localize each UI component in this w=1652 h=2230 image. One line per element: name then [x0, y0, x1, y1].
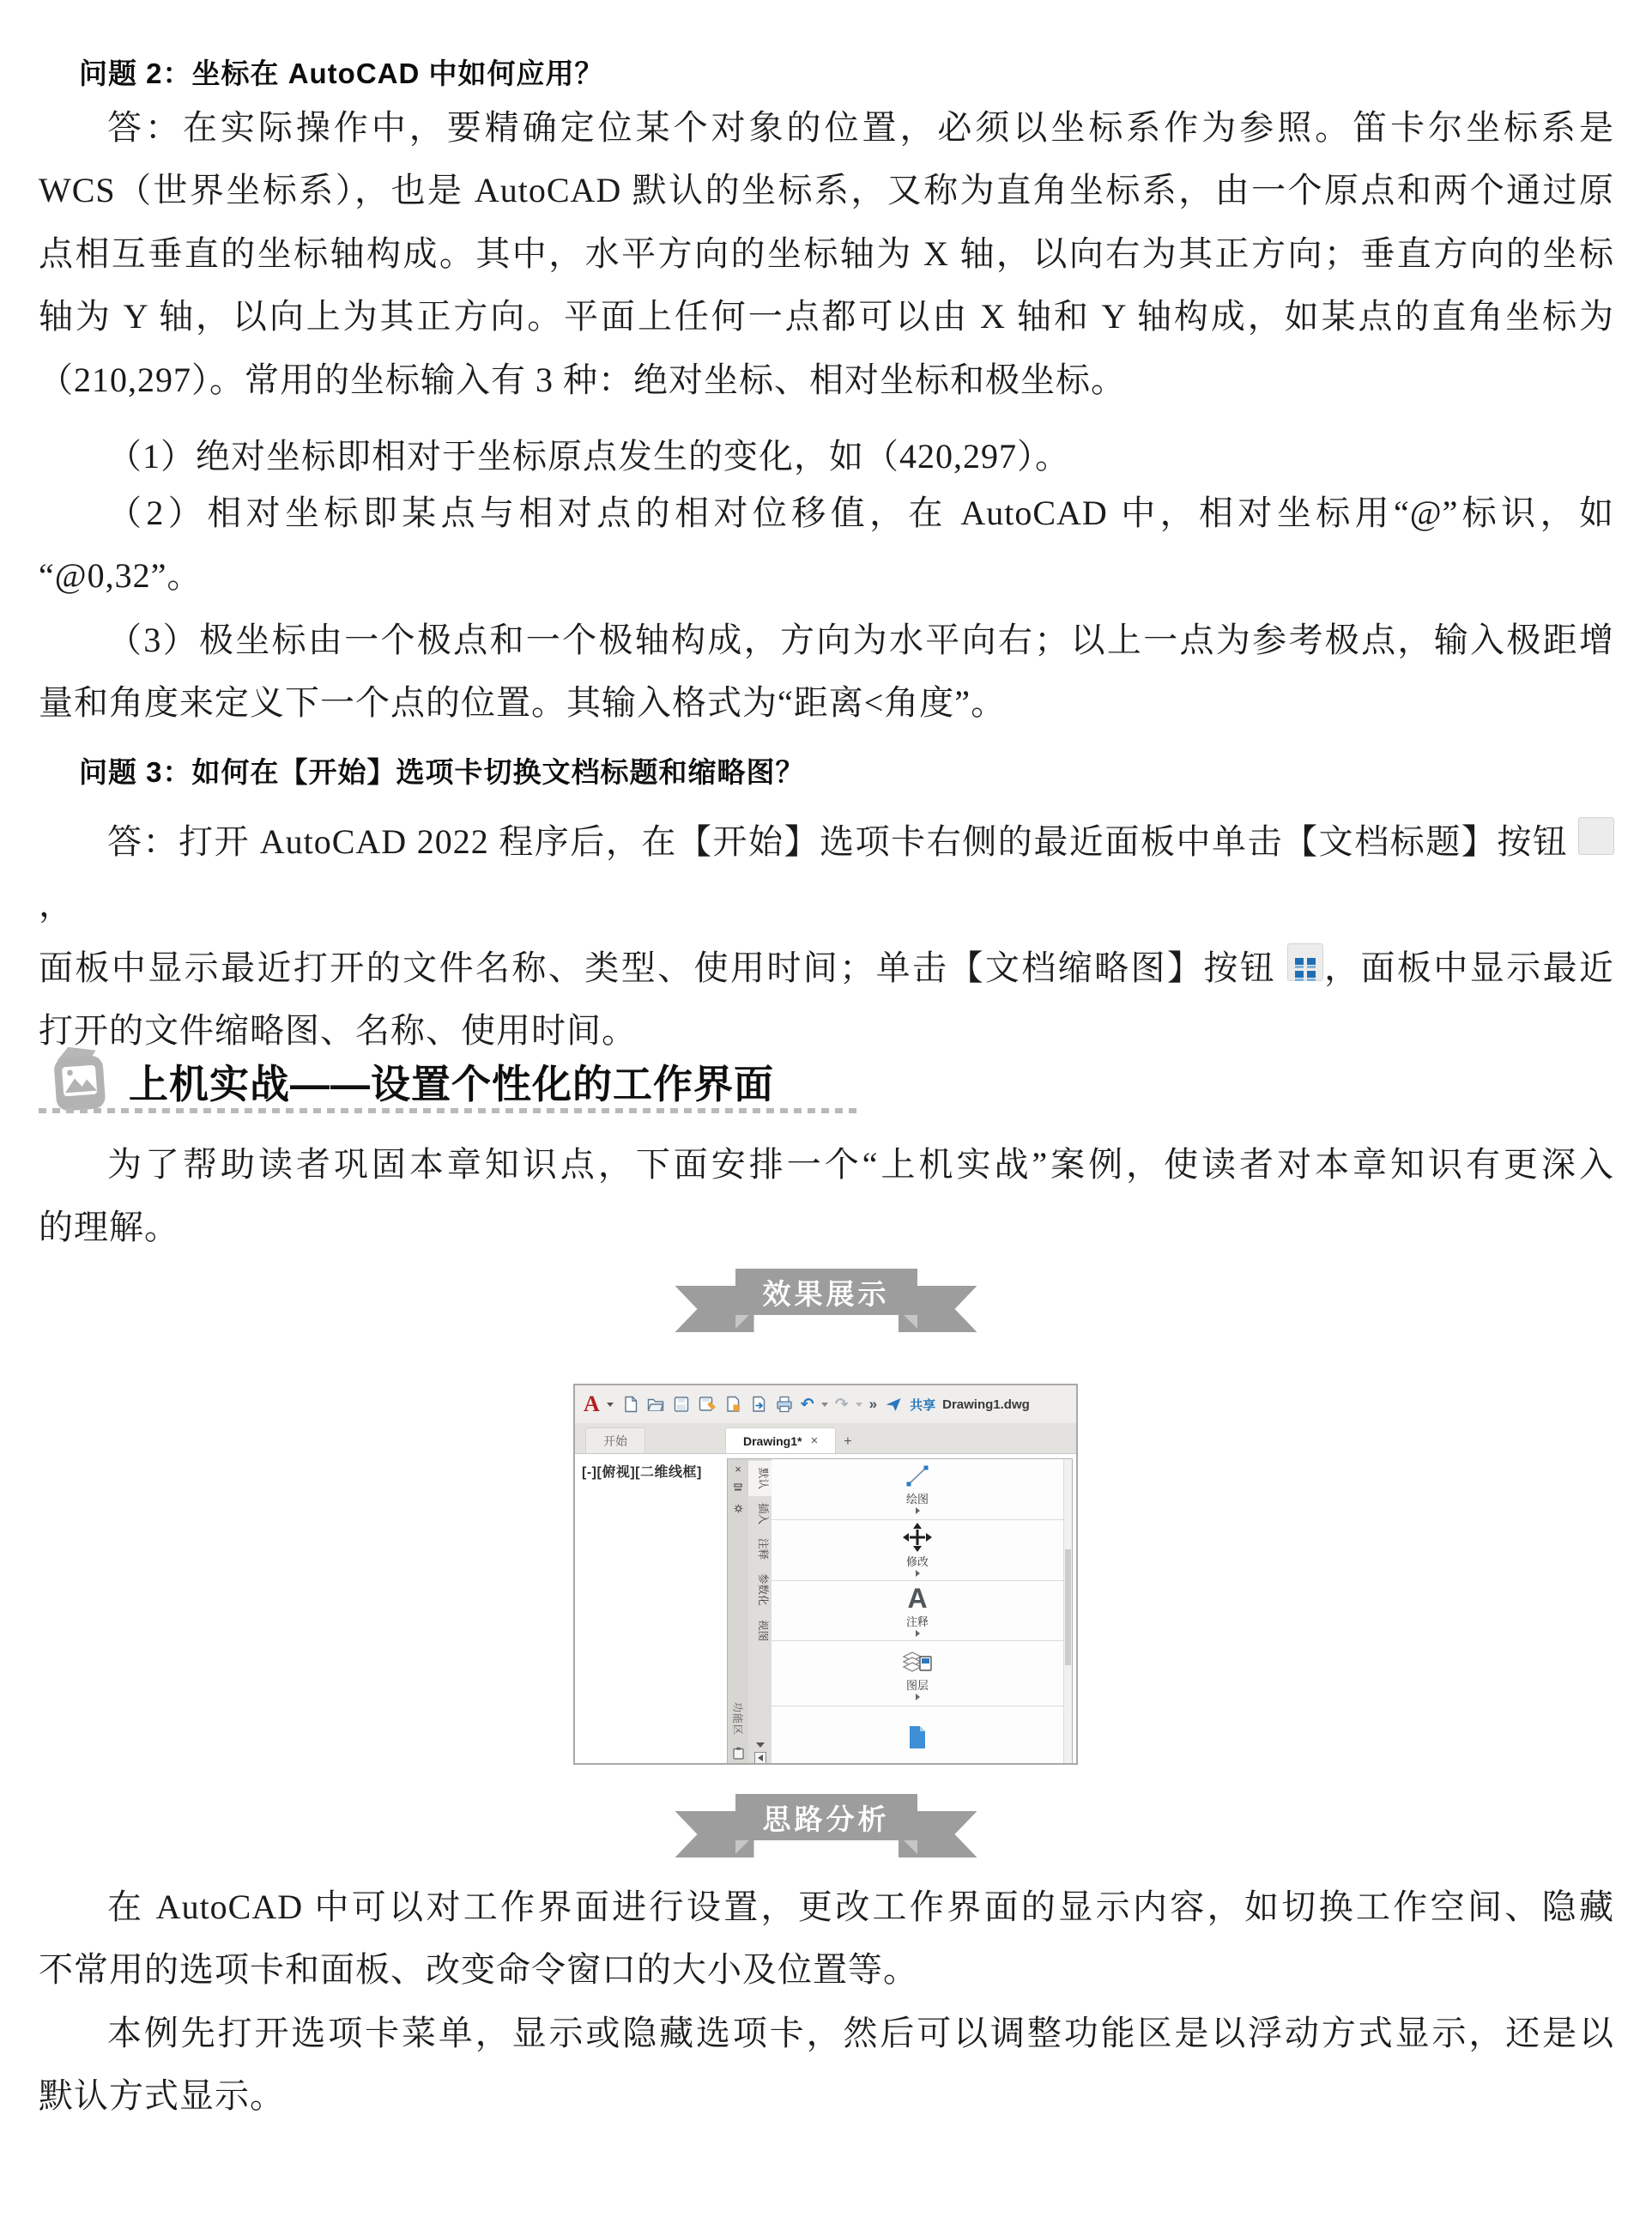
text-line: 量和角度来定义下一个点的位置。其输入格式为“距离<角度”。	[39, 683, 1007, 723]
effect-banner	[0, 1269, 1652, 1348]
move-arrows-icon	[903, 1523, 932, 1552]
undo-icon[interactable]: ↶	[800, 1395, 814, 1414]
new-file-icon[interactable]	[620, 1395, 639, 1414]
panel-expand-icon[interactable]	[916, 1630, 920, 1637]
banner-ribbon-fold	[735, 1840, 749, 1854]
save-as-icon[interactable]	[698, 1395, 717, 1414]
dock-panel-icon[interactable]	[754, 1752, 766, 1764]
redo-dropdown-icon[interactable]	[856, 1403, 862, 1407]
quick-access-toolbar	[575, 1385, 1076, 1423]
text-line: （1）绝对坐标即相对于坐标原点发生的变化，如（420,297）。	[107, 437, 1070, 476]
panel-label: 绘图	[905, 1493, 929, 1506]
panel-label: 图层	[905, 1679, 929, 1693]
banner-ribbon-fold	[735, 1315, 749, 1329]
gear-icon[interactable]	[734, 1502, 743, 1518]
block-document-icon	[905, 1724, 930, 1750]
ribbon-tab-view[interactable]: 视图	[757, 1619, 769, 1641]
drawing-filename: Drawing1.dwg	[942, 1397, 1030, 1412]
chevron-down-icon[interactable]	[607, 1403, 614, 1407]
panel-layers[interactable]	[772, 1641, 1063, 1706]
practice-title-main: 上机实战	[129, 1061, 290, 1106]
text-line: 在 AutoCAD 中可以对工作界面进行设置，更改工作界面的显示内容，如切换工作空间、隐藏	[107, 1888, 1614, 1926]
ribbon-panels-column	[772, 1459, 1063, 1765]
dashed-divider	[39, 1108, 862, 1113]
ribbon-tab-parametric[interactable]: 参数化	[757, 1573, 769, 1606]
panel-draw[interactable]	[772, 1459, 1063, 1520]
autocad-logo-icon[interactable]: A	[584, 1391, 600, 1416]
text-line	[39, 936, 1614, 999]
scrollbar-thumb[interactable]	[1065, 1549, 1071, 1665]
viewport-controls[interactable]: [-][俯视][二维线框]	[582, 1465, 702, 1480]
floating-ribbon-panel	[727, 1458, 1073, 1765]
panel-expand-icon[interactable]	[916, 1507, 920, 1514]
drawing-area	[575, 1454, 1076, 1765]
print-icon[interactable]	[775, 1395, 794, 1414]
panel-label: 注释	[905, 1615, 929, 1628]
question2-item3	[39, 609, 1614, 735]
ribbon-tab-strip	[748, 1459, 772, 1765]
answer-text: ，	[39, 885, 74, 924]
question2-heading: 问题 2：坐标在 AutoCAD 中如何应用？	[79, 58, 604, 89]
ribbon-tab-insert[interactable]: 插入	[757, 1503, 769, 1525]
tab-drawing1[interactable]	[725, 1427, 836, 1453]
effect-banner-label: 效果展示	[735, 1269, 917, 1315]
analysis-banner	[0, 1794, 1652, 1873]
answer-text: 答：打开 AutoCAD 2022 程序后，在【开始】选项卡右侧的最近面板中单击【文档标题】按钮	[107, 822, 1569, 861]
text-line	[39, 810, 1614, 936]
tab-start[interactable]	[585, 1427, 645, 1453]
practice-intro	[39, 1133, 1614, 1259]
ribbon-scrollbar[interactable]	[1063, 1459, 1072, 1765]
autocad-screenshot	[573, 1384, 1078, 1765]
text-line: 本例先打开选项卡菜单，显示或隐藏选项卡，然后可以调整功能区是以浮动方式显示，还是以	[107, 2014, 1614, 2052]
text-line: 不常用的选项卡和面板、改变命令窗口的大小及位置等。	[39, 1950, 918, 1990]
ribbon-tab-default[interactable]: 默认	[748, 1461, 772, 1496]
ribbon-tab-annotate[interactable]: 注释	[757, 1538, 769, 1560]
panel-modify[interactable]	[772, 1520, 1063, 1581]
draw-line-icon	[903, 1463, 932, 1489]
toolbar-more-icon[interactable]: »	[868, 1396, 878, 1412]
redo-icon[interactable]: ↷	[834, 1395, 849, 1414]
export-icon[interactable]	[749, 1395, 768, 1414]
answer-text: 面板中显示最近打开的文件名称、类型、使用时间；单击【文档缩略图】按钮	[39, 948, 1277, 987]
ribbon-title-label: 功能区	[731, 1701, 744, 1736]
text-line: 打开的文件缩略图、名称、使用时间。	[39, 1011, 637, 1051]
analysis-paragraph-1	[39, 1876, 1614, 2002]
share-plane-icon[interactable]	[884, 1395, 903, 1414]
text-line: “@0,32”。	[39, 556, 203, 596]
open-folder-icon[interactable]	[646, 1395, 665, 1414]
practice-section-title	[129, 1053, 774, 1110]
banner-ribbon-fold	[904, 1840, 917, 1854]
question2-item1	[39, 425, 1614, 488]
save-icon[interactable]	[672, 1395, 691, 1414]
share-button[interactable]: 共享	[910, 1397, 936, 1413]
ribbon-titlebar	[728, 1459, 748, 1765]
doc-thumbnail-grid-icon	[1287, 943, 1323, 981]
text-line: 为了帮助读者巩固本章知识点，下面安排一个“上机实战”案例，使读者对本章知识有更深入	[107, 1145, 1614, 1184]
close-icon[interactable]: ×	[735, 1463, 741, 1476]
text-line: 的理解。	[39, 1208, 179, 1247]
analysis-banner-label: 思路分析	[735, 1794, 917, 1840]
text-line: WCS（世界坐标系），也是 AutoCAD 默认的坐标系，又称为直角坐标系，由一个原点和两个通过原	[39, 171, 1614, 210]
new-tab-icon[interactable]: +	[844, 1434, 852, 1449]
question3-heading: 问题 3：如何在【开始】选项卡切换文档标题和缩略图？	[79, 756, 805, 788]
question2-answer	[39, 96, 1614, 411]
answer-text: ，面板中显示最近	[1322, 948, 1615, 987]
batch-plot-icon[interactable]	[723, 1395, 742, 1414]
annotation-a-icon: A	[907, 1582, 928, 1614]
practice-title-rest: ——设置个性化的工作界面	[290, 1061, 774, 1106]
text-line: 点相互垂直的坐标轴构成。其中，水平方向的坐标轴为 X 轴，以向右为其正方向；垂直方向的坐标	[39, 233, 1614, 273]
doc-title-list-icon	[1578, 817, 1614, 855]
tab-start-label: 开始	[603, 1433, 627, 1448]
layers-icon	[901, 1646, 934, 1676]
file-tab-bar	[575, 1423, 1076, 1454]
text-line: 答：在实际操作中，要精确定位某个对象的位置，必须以坐标系作为参照。笛卡尔坐标系是	[107, 108, 1614, 147]
text-line: 默认方式显示。	[39, 2076, 285, 2116]
text-line: （3）极坐标由一个极点和一个极轴构成，方向为水平向右；以上一点为参考极点，输入极距增	[107, 621, 1614, 659]
clipboard-icon	[733, 1747, 744, 1764]
undo-dropdown-icon[interactable]	[821, 1403, 828, 1407]
tab-close-icon[interactable]: ×	[810, 1433, 819, 1448]
analysis-paragraph-2	[39, 2002, 1614, 2128]
panel-annotate[interactable]	[772, 1581, 1063, 1642]
question2-item2	[39, 482, 1614, 608]
question3-answer	[39, 810, 1614, 1063]
tab-drawing1-label: Drawing1*	[743, 1433, 802, 1448]
text-line: （2）相对坐标即某点与相对点的相对位移值，在 AutoCAD 中，相对坐标用“@”标识，如	[107, 494, 1614, 532]
banner-ribbon-fold	[904, 1315, 917, 1329]
text-line: （210,297）。常用的坐标输入有 3 种：绝对坐标、相对坐标和极坐标。	[39, 360, 1126, 399]
panel-expand-icon[interactable]	[916, 1570, 920, 1577]
panel-label: 修改	[905, 1555, 929, 1569]
panel-expand-icon[interactable]	[916, 1694, 920, 1700]
text-line: 轴为 Y 轴，以向上为其正方向。平面上任何一点都可以由 X 轴和 Y 轴构成，如某点的直角坐标为	[39, 297, 1614, 336]
panel-block-partial[interactable]	[772, 1706, 1063, 1765]
minimize-icon[interactable]	[734, 1481, 742, 1496]
chevron-down-icon[interactable]	[756, 1742, 765, 1748]
